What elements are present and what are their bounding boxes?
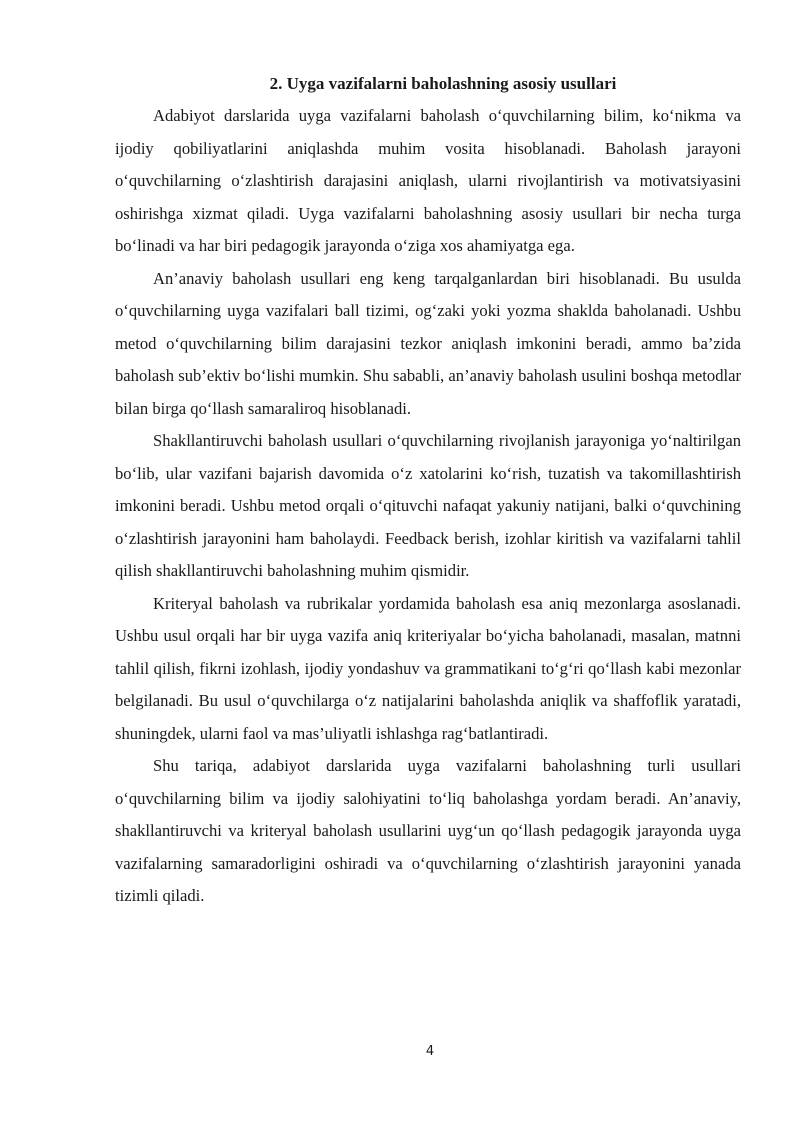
paragraph-intro: Adabiyot darslarida uyga vazifalarni baholash o‘quvchilarning bilim, ko‘nikma va ijodiy qobiliyatlarini aniqlashda muhim vosita hisoblanadi. Baholash jarayoni o‘quvchilarning o‘zlashtirish darajasini aniqlash, ularni rivojlantirish va motivatsiyasini oshirishga xizmat qiladi. Uyga vazifalarni baholashning asosiy usullari bir necha turga bo‘linadi va har biri pedagogik jarayonda o‘ziga xos ahamiyatga ega. [115, 106, 741, 255]
paragraph-formative-assessment: Shakllantiruvchi baholash usullari o‘quvchilarning rivojlanish jarayoniga yo‘naltirilgan bo‘lib, ular vazifani bajarish davomida o‘z xatolarini ko‘rish, tuzatish va takomillashtirish imkonini beradi. Ushbu metod orqali o‘qituvchi nafaqat yakuniy natijani, balki o‘quvchining o‘zlashtirish jarayonini ham baholaydi. Feedback berish, izohlar kiritish va vazifalarni tahlil qilish shakllantiruvchi baholashning muhim qismidir. [115, 431, 741, 580]
document-page [115, 74, 741, 913]
paragraph-conclusion: Shu tariqa, adabiyot darslarida uyga vazifalarni baholashning turli usullari o‘quvchilarning bilim va ijodiy salohiyatini to‘liq baholashga yordam beradi. An’anaviy, shakllantiruvchi va kriteryal baholash usullarini uyg‘un qo‘llash pedagogik jarayonda uyga vazifalarning samaradorligini oshiradi va o‘quvchilarning o‘zlashtirish jarayonini yanada tizimli qiladi. [115, 756, 741, 905]
paragraph-criterial-assessment: Kriteryal baholash va rubrikalar yordamida baholash esa aniq mezonlarga asoslanadi. Ushbu usul orqali har bir uyga vazifa aniq kriteriyalar bo‘yicha baholanadi, masalan, matnni tahlil qilish, fikrni izohlash, ijodiy yondashuv va grammatikani to‘g‘ri qo‘llash kabi mezonlar belgilanadi. Bu usul o‘quvchilarga o‘z natijalarini baholashda aniqlik va shaffoflik yaratadi, shuningdek, ularni faol va mas’uliyatli ishlashga rag‘batlantiradi. [115, 593, 741, 743]
page-number: 4 [425, 1044, 435, 1059]
section-heading: 2. Uyga vazifalarni baholashning asosiy usullari [269, 74, 617, 93]
paragraph-traditional-assessment: An’anaviy baholash usullari eng keng tarqalganlardan biri hisoblanadi. Bu usulda o‘quvchilarning uyga vazifalari ball tizimi, og‘zaki yoki yozma shaklda baholanadi. Ushbu metod o‘quvchilarning bilim darajasini tezkor aniqlash imkonini beradi, ammo ba’zida baholash sub’ektiv bo‘lishi mumkin. Shu sababli, an’anaviy baholash usulini boshqa metodlar bilan birga qo‘llash samaraliroq hisoblanadi. [115, 268, 741, 418]
